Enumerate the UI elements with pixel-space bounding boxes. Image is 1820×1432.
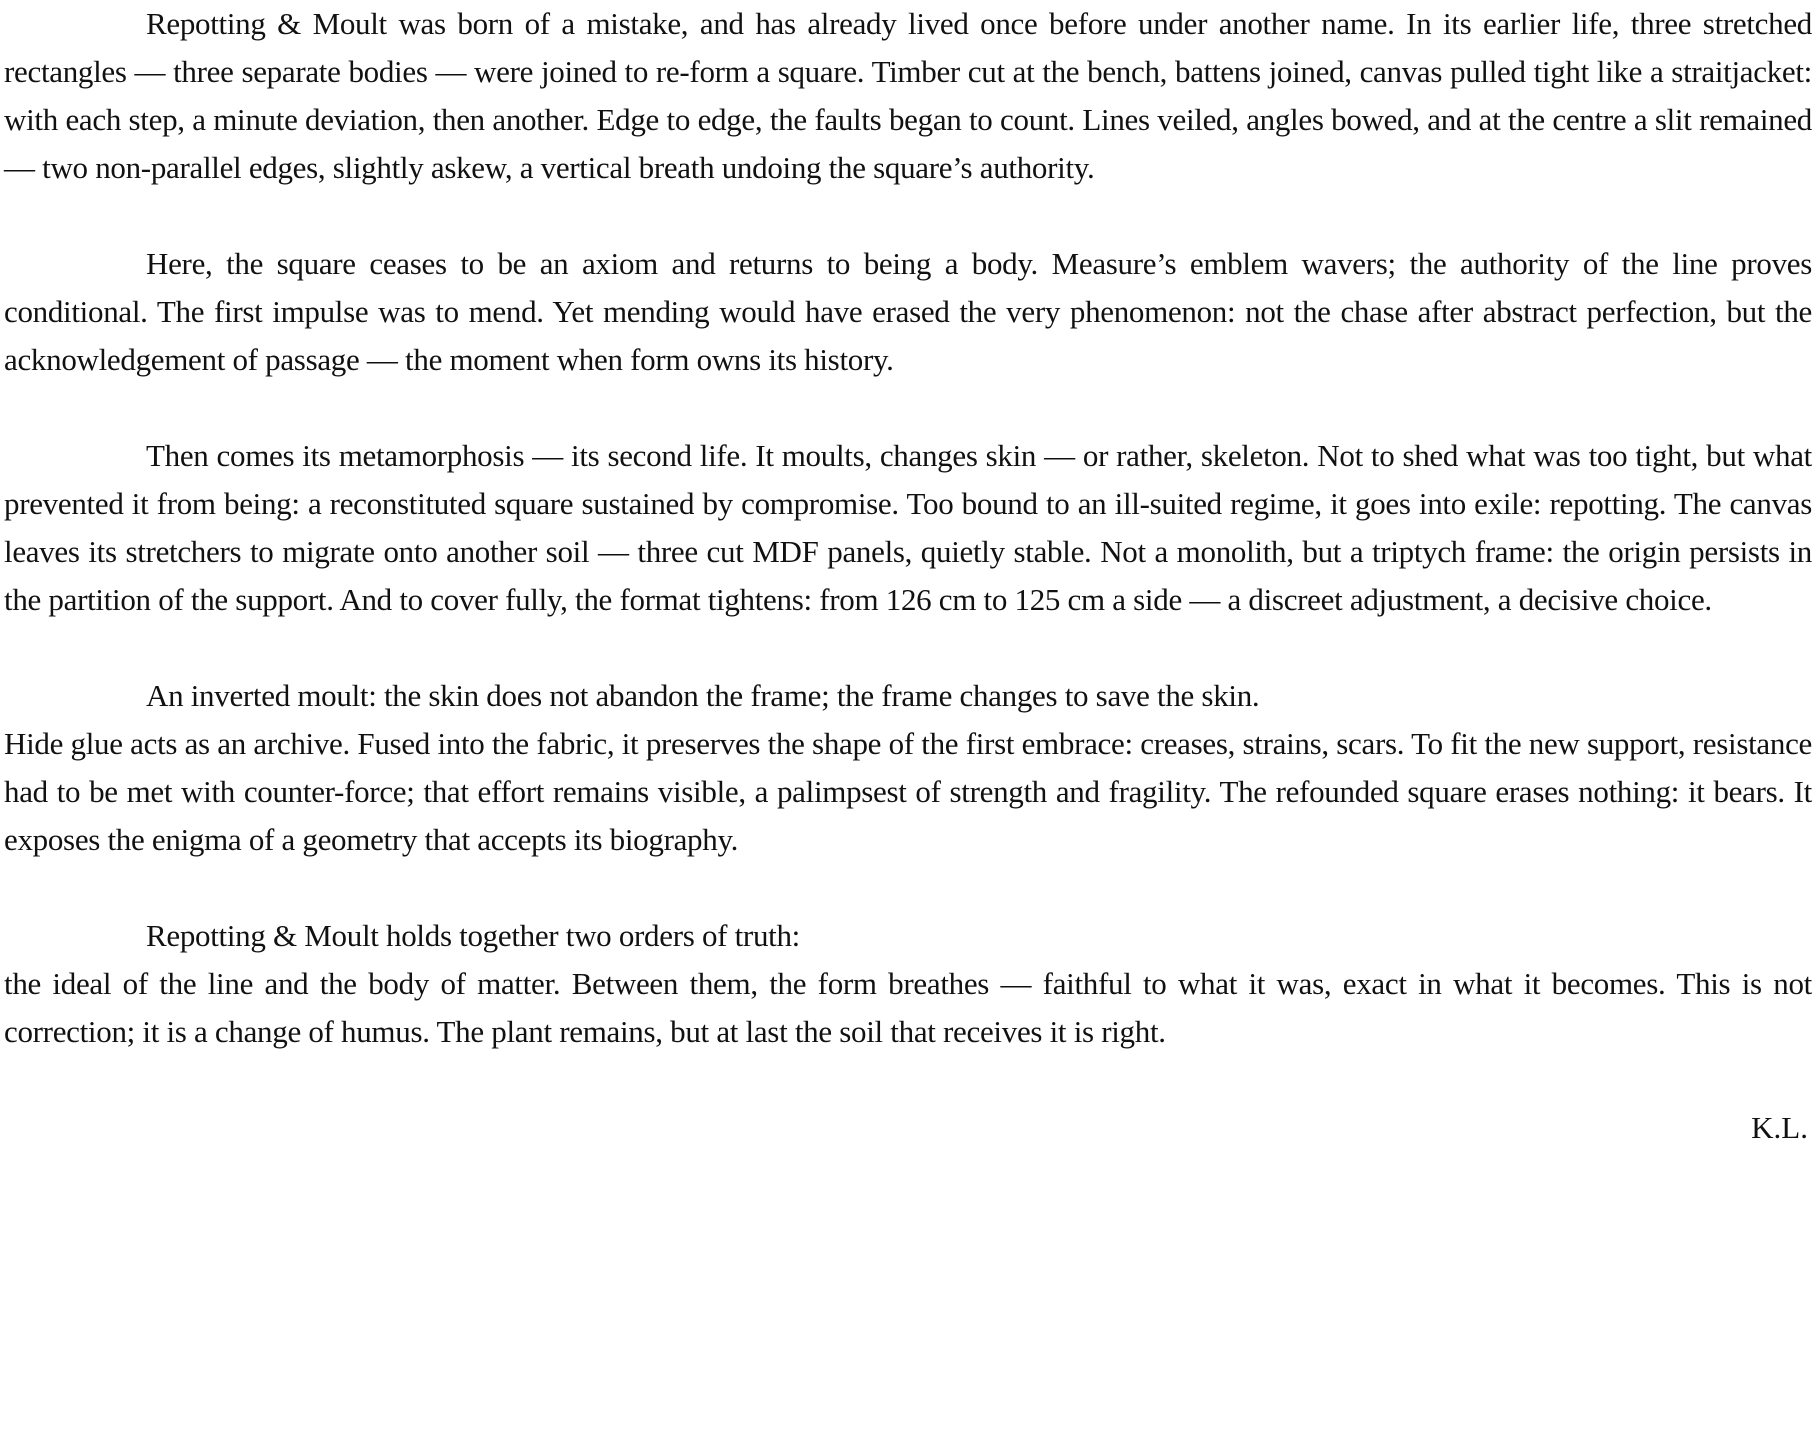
paragraph-inverted-moult bbox=[4, 672, 1812, 864]
author-signature: K.L. bbox=[1751, 1110, 1808, 1145]
paragraph-metamorphosis: Then comes its metamorphosis — its second life. It moults, changes skin — or rather, skeleton. Not to shed what was too tight, but what prevented it from being: a reconstituted square sustained by compromise. Too bound to an ill-suited regime, it goes into exile: repotting. The canvas leaves its stretchers to migrate onto another soil — three cut MDF panels, quietly stable. Not a monolith, but a triptych frame: the origin persists in the partition of the support. And to cover fully, the format tightens: from 126 cm to 125 cm a side — a discreet adjustment, a decisive choice. bbox=[4, 438, 1812, 617]
document-body bbox=[4, 0, 1812, 1056]
paragraph-origin: Repotting & Moult was born of a mistake, and has already lived once before under another name. In its earlier life, three stretched rectangles — three separate bodies — were joined to re-form a square. Timber cut at the bench, battens joined, canvas pulled tight like a straitjacket: with each step, a minute deviation, then another. Edge to edge, the faults began to count. Lines veiled, angles bowed, and at the centre a slit remained — two non-parallel edges, slightly askew, a vertical breath undoing the square’s authority. bbox=[4, 6, 1812, 185]
paragraph-lead-line: Repotting & Moult holds together two orders of truth: bbox=[146, 918, 800, 953]
paragraph-lead-line: An inverted moult: the skin does not abandon the frame; the frame changes to save the skin. bbox=[146, 678, 1260, 713]
paragraph-body: the ideal of the line and the body of matter. Between them, the form breathes — faithful to what it was, exact in what it becomes. This is not correction; it is a change of humus. The plant remains, but at last the soil that receives it is right. bbox=[4, 966, 1812, 1049]
paragraph-two-truths bbox=[4, 912, 1812, 1056]
signature-row bbox=[4, 1104, 1812, 1152]
paragraph-square-as-body: Here, the square ceases to be an axiom and returns to being a body. Measure’s emblem wavers; the authority of the line proves conditional. The first impulse was to mend. Yet mending would have erased the very phenomenon: not the chase after abstract perfection, but the acknowledgement of passage — the moment when form owns its history. bbox=[4, 246, 1812, 377]
paragraph-body: Hide glue acts as an archive. Fused into the fabric, it preserves the shape of the first embrace: creases, strains, scars. To fit the new support, resistance had to be met with counter-force; that effort remains visible, a palimpsest of strength and fragility. The refounded square erases nothing: it bears. It exposes the enigma of a geometry that accepts its biography. bbox=[4, 726, 1812, 857]
